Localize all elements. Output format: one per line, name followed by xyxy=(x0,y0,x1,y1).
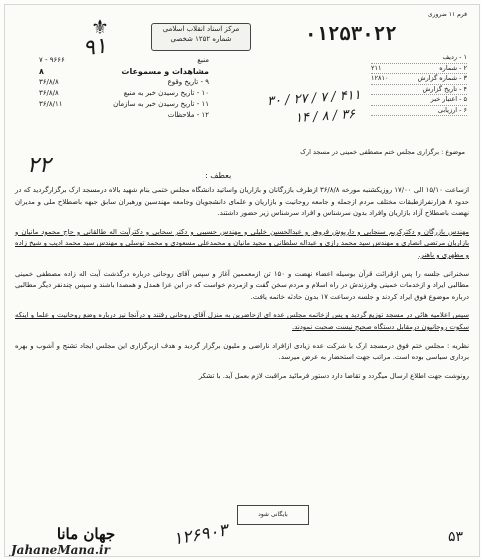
meta-label: ۱ - ردیف xyxy=(442,53,467,61)
report-body xyxy=(15,185,469,389)
meta-row-credibility xyxy=(371,95,467,106)
meta-row-observations xyxy=(39,66,209,77)
meta-label: ۹ - تاریخ وقوع xyxy=(167,78,209,86)
meta-label: ۱۰ - تاریخ رسیدن خبر به منبع xyxy=(123,89,209,97)
meta-label: ۵ - اعتبار خبر xyxy=(430,95,467,103)
meta-value: ۳۶/۸/۸ xyxy=(39,78,59,86)
left-metadata-block xyxy=(39,55,209,121)
watermark-logo: جهان مانا xyxy=(56,525,116,543)
meta-row-event-date xyxy=(39,77,209,88)
meta-row-source-date xyxy=(39,88,209,99)
meta-label: ۱۲ - ملاحظات xyxy=(167,111,209,119)
meta-row-number xyxy=(371,64,467,75)
handwritten-date: ۱۴ / ۸ / ۳۶ xyxy=(294,106,356,127)
watermark-url: JahaneMana.ir xyxy=(11,543,110,557)
meta-value: ۹۶۶۶ - ۷ xyxy=(39,56,65,64)
subject-line: موضوع : برگزاری مجلس ختم مصطفی خمینی در مسجد ارک xyxy=(300,148,465,156)
meta-row-notes xyxy=(39,110,209,121)
handwritten-footer-number: ۱۲۶۹۰۳ xyxy=(171,520,230,550)
serial-number: ۰۱۲۵۳۰۲۲ xyxy=(305,23,397,45)
body-paragraph-3: سخنرانی جلسه را پس ازقرائت قرآن بوسیله اعضاء نهضت و ۱۵۰ تن ازمعممین آغاز و سپس آقای روحانی درباره درگذشت آیت اله زاده مصطفی خمینی مطالبی ایراد و ازخدمات خمینی وفرزندش در راه اسلام و مردم سخن گفت و ازمردم خواست که در این عزا همدل و همصدا باشند و سپس چندنفر دیگر مطالبی درباره موضوع فوق ایراد کردند و جلسه درساعت ۱۷ بدون حادثه خاتمه یافت. xyxy=(15,269,469,301)
body-paragraph-4: سپس اعلامیه هائی در مسجد توزیع گردید و پس ازخاتمه مجلس عده ای ازحاضرین به منزل آقای روحانی رفتند و درآنجا نیز درباره وضع روحانیت و علما و اینکه سکوت روحانیون درمقابل دستگاه صحیح نیست صحبت نمودند. xyxy=(15,311,469,331)
corner-mark: ۵۳ xyxy=(447,529,463,545)
watermark xyxy=(11,525,161,557)
meta-label: ۱۱ - تاریخ رسیدن خبر به سازمان xyxy=(113,100,209,108)
meta-row-org-date xyxy=(39,99,209,110)
meta-row-report-date xyxy=(371,85,467,96)
archive-stamp-line-2: شماره ۱۲۵۲ شخصی xyxy=(170,35,232,43)
handwritten-top-number: ۹۱ xyxy=(81,33,109,62)
body-paragraph-1: ازساعت ۱۵/۱۰ الی ۱۷/۰۰ روزیکشنبه مورخه ۳۶/۸/۸ ازطرف بازرگانان و بازاریان واساتید دانشگاه مجلس ختمی بنام شهید بالاه درمسجد ارک برگزارگردید که در حدود ۸ هزارنفرازطبقات مختلف مردم ازجمله و جامعه روحانیت و بازاریان و علمای دانشجویان وجامعه مهندسین ورهبران سابق جبهه باصطلاح ملی و مدیران نهضت باصطلاح آزاد بازاریان وافراد بدون سرشناس و افراد سرشناس زیر حضور داشتند. xyxy=(15,186,470,218)
meta-label: منبع xyxy=(197,56,209,64)
meta-label: ۶ - ارزیابی xyxy=(437,105,467,114)
document-page xyxy=(4,4,480,557)
meta-label: ۳ - شماره گزارش xyxy=(417,74,467,82)
archive-stamp-line-1: مرکز اسناد انقلاب اسلامی xyxy=(162,25,240,33)
meta-label: ۲ - شماره xyxy=(439,63,467,72)
meta-value: ۸ xyxy=(39,67,44,76)
body-paragraph-6: رونوشت جهت اطلاع ارسال میگردد و تقاضا دارد دستور فرمائید مراقبت لازم بعمل آید. با تشکر xyxy=(198,371,469,380)
body-paragraph-5: نظریه : مجلس ختم فوق درمسجد ارک با شرکت عده زیادی ازافراد ناراضی و ملیون برگزار گردید و هدف ازبرگزاری این مجلس ایجاد تشنج و آشوب و بهره برداری سیاسی بوده است. مراتب جهت استحضار به عرض میرسد. xyxy=(15,341,469,362)
meta-row-index xyxy=(371,53,467,64)
form-code: فرم ۱۱ ضروری xyxy=(427,11,467,18)
meta-row-assessment xyxy=(371,106,467,117)
meta-value: ۳۶/۸/۱۱ xyxy=(39,100,63,108)
meta-value: ۲۱۱ xyxy=(371,63,382,72)
archive-stamp xyxy=(151,23,251,51)
body-paragraph-2: مهندس بازرگان و دکترکریم سنجابی و داریوش فروهر و عبدالحسین خلیلی و مهندس حسیبی و دکتر سحابی و دکترآیت اله طالقانی و حاج محمود مانیان و بازاریان مرتضی انصاری و مهندس سید محمد رازی و عبداله سلطانی و مجید مانیان و محمدعلی مسعودی و محمد توسلی و مهندس سید محمد ادیب و شیخ زاده و مطهری و باهنر. xyxy=(15,227,469,259)
meta-value: ۱۲۸۱۰ xyxy=(371,74,389,82)
meta-label: ۴ - تاریخ گزارش xyxy=(422,84,467,93)
meta-row-report-number xyxy=(371,74,467,85)
meta-value: ۳۶/۸/۸ xyxy=(39,89,59,97)
filing-stamp: بایگانی شود xyxy=(237,505,309,525)
right-metadata-block xyxy=(371,53,467,116)
meta-label: مشاهدات و مسموعات xyxy=(121,67,209,76)
handwritten-code: ۳۰ / ۲۷ / ۷ / ۴۱۱ xyxy=(266,87,362,110)
handwritten-page-mark: ۲۲ xyxy=(27,153,51,178)
salutation: بعطف : xyxy=(205,171,232,180)
meta-row-source xyxy=(39,55,209,66)
emblem-icon: ⚜ xyxy=(91,15,109,39)
